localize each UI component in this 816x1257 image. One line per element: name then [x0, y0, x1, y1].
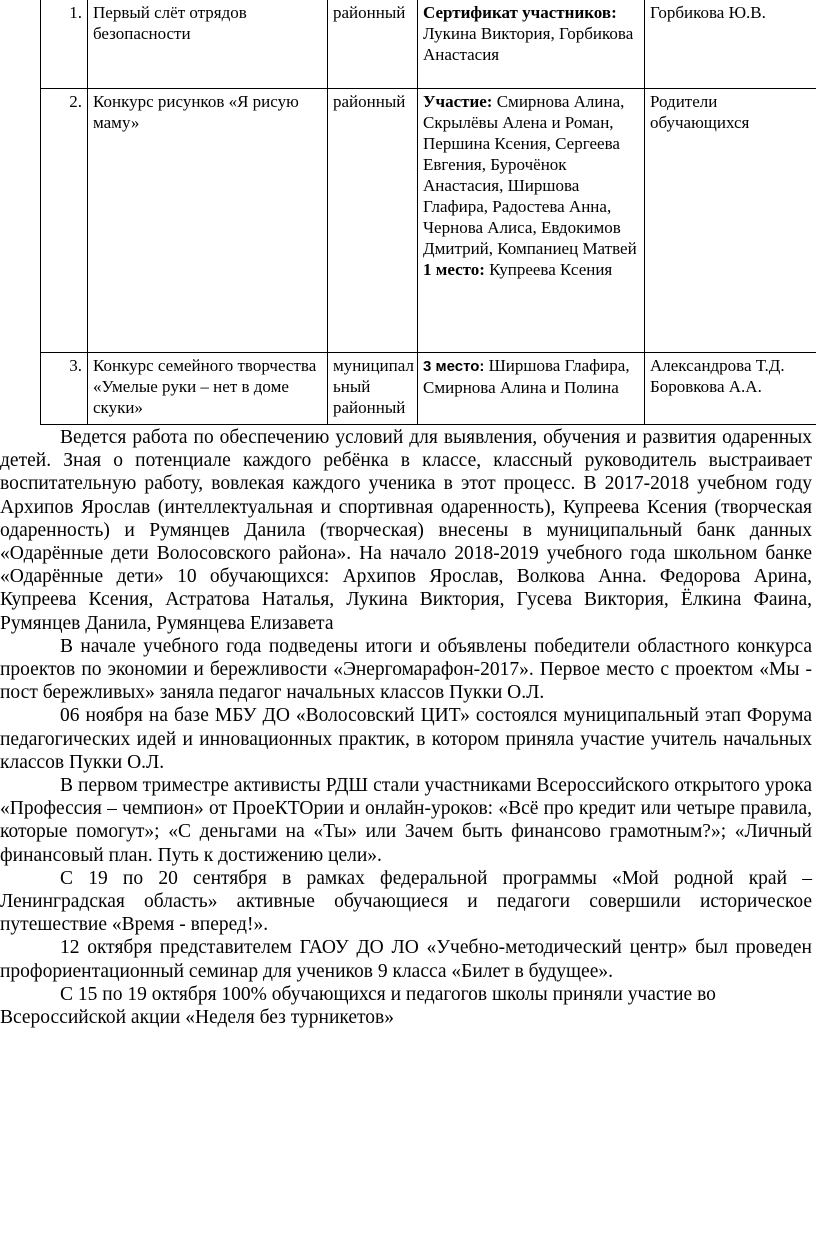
- event-name: Первый слёт отрядов безопасности: [88, 0, 328, 89]
- event-leader: [645, 353, 816, 425]
- result-label: Сертификат участников:: [423, 3, 617, 22]
- leader-line: Александрова Т.Д.: [650, 356, 785, 375]
- paragraph: 06 ноября на базе МБУ ДО «Волосовский ЦИТ» состоялся муниципальный этап Форума педагогических идей и инновационных практик, в котором приняла участие учитель начальных классов Пукки О.Л.: [0, 705, 812, 773]
- result-text: Смирнова Алина, Скрылёвы Алена и Роман, Першина Ксения, Сергеева Евгения, Бурочёнок Анастасия, Ширшова Глафира, Радостева Анна, Чернова Алиса, Евдокимов Дмитрий, Компаниец Матвей: [423, 92, 637, 258]
- paragraph: В первом триместре активисты РДШ стали участниками Всероссийского открытого урока «Профессия – чемпион» от ПроеКТОрии и онлайн-уроков: «Всё про кредит или четыре правила, которые помогут»; «С деньгами на «Ты» или Зачем быть финансово грамотным?»; «Личный финансовый план. Путь к достижению цели».: [0, 775, 812, 866]
- event-level: [328, 353, 418, 425]
- result-label: 3 место:: [423, 358, 485, 375]
- row-number: 1.: [41, 0, 88, 89]
- result-label: Участие:: [423, 92, 493, 111]
- event-leader: Горбикова Ю.В.: [645, 0, 816, 89]
- table-row: [41, 0, 816, 89]
- event-level: районный: [328, 89, 418, 353]
- body-text: [0, 426, 812, 1029]
- event-name: Конкурс рисунков «Я рисую маму»: [88, 89, 328, 353]
- level-line: районный: [333, 398, 406, 417]
- result-text: Лукина Виктория, Горбикова Анастасия: [423, 24, 634, 64]
- result-text: Ширшова Глафира, Смирнова Алина и Полина: [423, 356, 630, 397]
- result2-label: 1 место:: [423, 260, 485, 279]
- paragraph: 12 октября представителем ГАОУ ДО ЛО «Учебно-методический центр» был проведен профориентационный семинар для учеников 9 класса «Билет в будущее».: [0, 937, 812, 982]
- level-line: ьный: [333, 377, 371, 396]
- leader-line: Боровкова А.А.: [650, 377, 762, 396]
- result2-text: Купреева Ксения: [484, 260, 613, 279]
- event-name: Конкурс семейного творчества «Умелые руки – нет в доме скуки»: [88, 353, 328, 425]
- event-result: [418, 89, 645, 353]
- paragraph: В начале учебного года подведены итоги и объявлены победители областного конкурса проектов по экономии и бережливости «Энергомарафон-2017». Первое место с проектом «Мы - пост бережливых» заняла педагог начальных классов Пукки О.Л.: [0, 635, 812, 704]
- paragraph: С 15 по 19 октября 100% обучающихся и педагогов школы приняли участие во Всероссийской акции «Неделя без турникетов»: [0, 983, 716, 1029]
- table-row: [41, 353, 816, 425]
- event-leader: Родители обучающихся: [645, 89, 816, 353]
- paragraph: С 19 по 20 сентября в рамках федеральной программы «Мой родной край – Ленинградская область» активные обучающиеся и педагоги совершили историческое путешествие «Время - вперед!».: [0, 867, 812, 936]
- paragraph: Ведется работа по обеспечению условий для выявления, обучения и развития одаренных детей. Зная о потенциале каждого ребёнка в классе, классный руководитель выстраивает воспитательную работу, вовлекая каждого ученика в этот процесс. В 2017-2018 учебном году Архипов Ярослав (интеллектуальная и спортивная одаренность), Купреева Ксения (творческая одаренность) и Румянцев Данила (творческая) внесены в муниципальный банк данных «Одарённые дети Волосовского района». На начало 2018-2019 учебного года школьном банке «Одарённые дети» 10 обучающихся: Архипов Ярослав, Волкова Анна. Федорова Арина, Купреева Ксения, Астратова Наталья, Лукина Виктория, Гусева Виктория, Ёлкина Фаина, Румянцев Данила, Румянцева Елизавета: [0, 427, 812, 634]
- event-level: районный: [328, 0, 418, 89]
- event-result: [418, 0, 645, 89]
- event-result: [418, 353, 645, 425]
- row-number: 2.: [41, 89, 88, 353]
- level-line: муниципал: [333, 356, 414, 375]
- table-row: [41, 89, 816, 353]
- events-table: [40, 0, 816, 425]
- row-number: 3.: [41, 353, 88, 425]
